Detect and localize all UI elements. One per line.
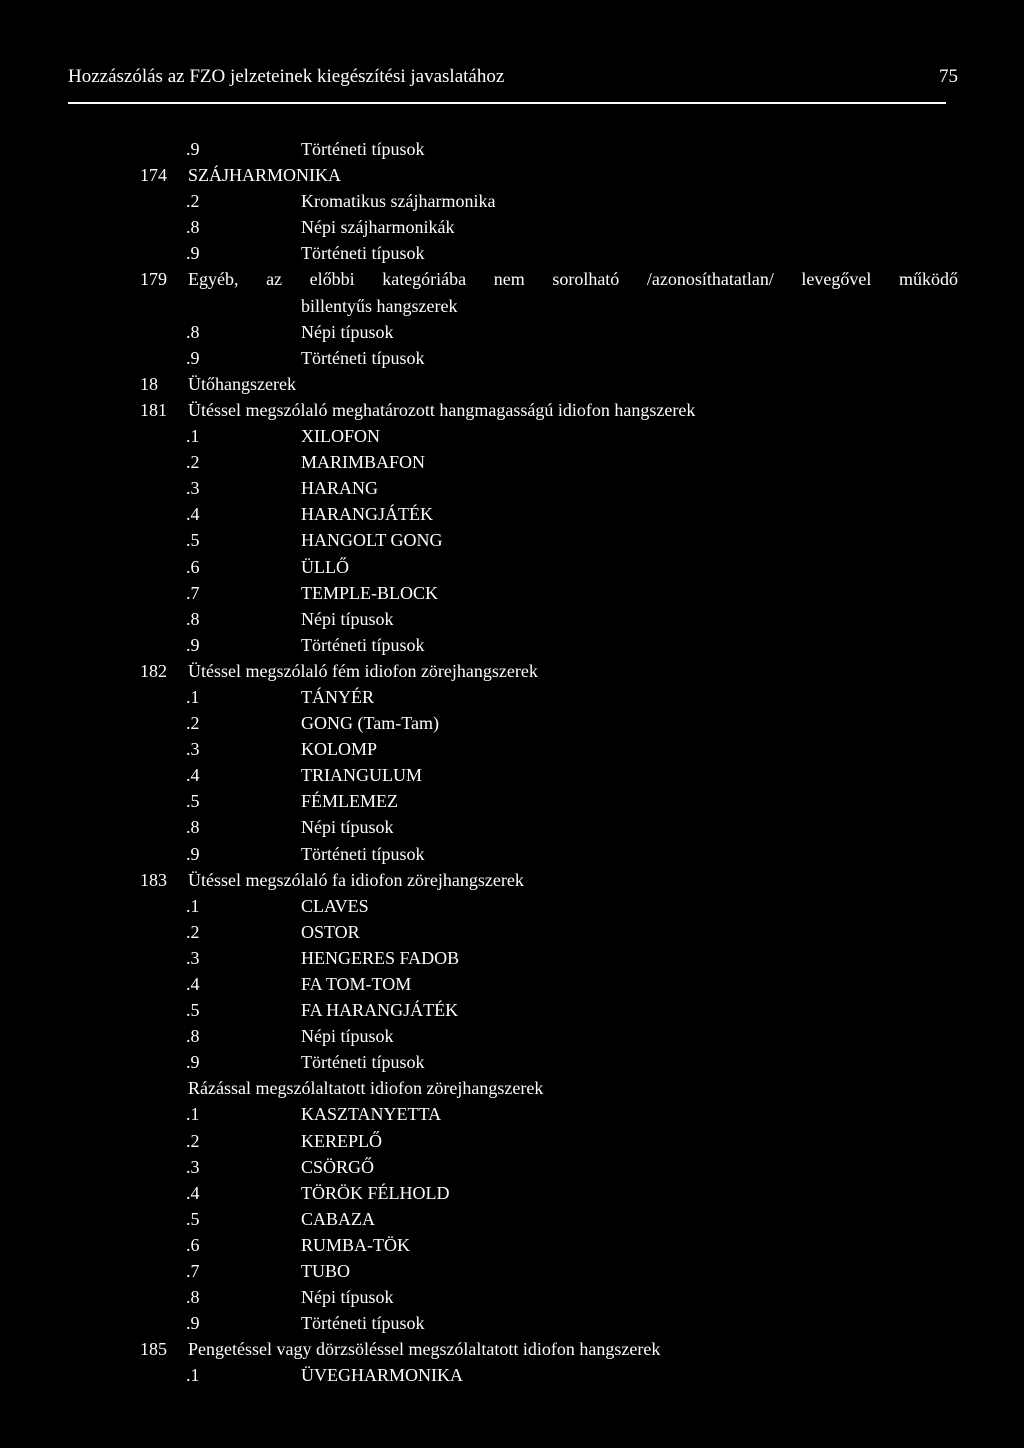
list-item xyxy=(0,188,1024,214)
list-item xyxy=(0,1336,1024,1362)
list-item xyxy=(0,945,1024,971)
subdivision-name: CABAZA xyxy=(301,1208,376,1229)
class-code: 182 xyxy=(140,660,167,681)
list-item xyxy=(0,997,1024,1023)
subdivision-code: .9 xyxy=(186,139,200,159)
subdivision-code: .1 xyxy=(186,1365,200,1386)
class-heading: SZÁJHARMONIKA xyxy=(188,165,342,186)
subdivision-code: .3 xyxy=(186,739,200,760)
class-heading: Ütéssel megszólaló fém idiofon zörejhangszerek xyxy=(188,660,538,681)
subdivision-name: KEREPLŐ xyxy=(301,1130,382,1151)
subdivision-name: HARANGJÁTÉK xyxy=(301,504,433,525)
subdivision-name: Történeti típusok xyxy=(301,843,425,864)
class-code: 174 xyxy=(140,165,167,186)
list-item xyxy=(0,632,1024,658)
subdivision-name: XILOFON xyxy=(301,426,380,447)
subdivision-code: .9 xyxy=(186,1313,200,1334)
class-code: 179 xyxy=(140,269,167,290)
list-item xyxy=(0,554,1024,580)
subdivision-code: .6 xyxy=(186,1234,200,1255)
list-item xyxy=(0,1154,1024,1180)
subdivision-name: CSÖRGŐ xyxy=(301,1156,375,1177)
subdivision-code: .3 xyxy=(186,478,200,499)
list-item xyxy=(0,240,1024,266)
subdivision-name: ÜLLŐ xyxy=(301,556,349,577)
list-item xyxy=(0,371,1024,397)
subdivision-name: Történeti típusok xyxy=(301,1313,425,1334)
subdivision-name: Népi szájharmonikák xyxy=(301,217,455,238)
subdivision-name: Népi típusok xyxy=(301,1026,394,1047)
subdivision-name: TÁNYÉR xyxy=(301,686,374,707)
subdivision-code: .2 xyxy=(186,452,200,473)
list-item xyxy=(0,423,1024,449)
list-item xyxy=(0,710,1024,736)
subdivision-code: .4 xyxy=(186,765,200,786)
class-code: 185 xyxy=(140,1339,167,1360)
class-code: 18 xyxy=(140,373,158,394)
subdivision-name: Történeti típusok xyxy=(301,243,425,264)
list-item xyxy=(0,1101,1024,1127)
subdivision-code: .2 xyxy=(186,1130,200,1151)
list-item xyxy=(0,736,1024,762)
subdivision-code: .7 xyxy=(186,582,200,603)
subdivision-name: Történeti típusok xyxy=(301,634,425,655)
page-header xyxy=(68,66,958,96)
list-item xyxy=(0,1049,1024,1075)
subdivision-name: Történeti típusok xyxy=(301,139,425,159)
list-item xyxy=(0,788,1024,814)
subdivision-code: .9 xyxy=(186,243,200,264)
subdivision-name: TEMPLE-BLOCK xyxy=(301,582,438,603)
list-item xyxy=(0,919,1024,945)
class-heading-continued: billentyűs hangszerek xyxy=(301,295,458,316)
subdivision-code: .1 xyxy=(186,895,200,916)
header-rule xyxy=(68,102,946,104)
classification-list xyxy=(0,136,1024,1389)
list-item xyxy=(0,1362,1024,1388)
list-item xyxy=(0,1075,1024,1101)
subdivision-code: .2 xyxy=(186,713,200,734)
subdivision-name: FA HARANGJÁTÉK xyxy=(301,1000,459,1021)
subdivision-code: .4 xyxy=(186,974,200,994)
list-item xyxy=(0,345,1024,371)
subdivision-name: Népi típusok xyxy=(301,1287,394,1308)
subdivision-name: Népi típusok xyxy=(301,608,394,629)
list-item xyxy=(0,684,1024,710)
subdivision-code: .2 xyxy=(186,921,200,942)
subdivision-code: .9 xyxy=(186,1052,200,1073)
list-item xyxy=(0,449,1024,475)
list-item xyxy=(0,814,1024,840)
class-heading: Ütőhangszerek xyxy=(188,373,296,394)
list-item xyxy=(0,867,1024,893)
subdivision-code: .4 xyxy=(186,1182,200,1203)
subdivision-code: .8 xyxy=(186,608,200,629)
subdivision-code: .8 xyxy=(186,321,200,342)
subdivision-code: .3 xyxy=(186,947,200,968)
subdivision-code: .8 xyxy=(186,1026,200,1047)
list-item xyxy=(0,580,1024,606)
subdivision-code: .2 xyxy=(186,191,200,212)
subdivision-name: Népi típusok xyxy=(301,817,394,838)
list-item xyxy=(0,1232,1024,1258)
class-heading: Ütéssel megszólaló fa idiofon zörejhangszerek xyxy=(188,869,524,890)
class-heading: Rázással megszólaltatott idiofon zörejhangszerek xyxy=(188,1078,544,1099)
subdivision-name: Népi típusok xyxy=(301,321,394,342)
subdivision-name: HENGERES FADOB xyxy=(301,947,460,968)
subdivision-code: .8 xyxy=(186,817,200,838)
subdivision-code: .9 xyxy=(186,347,200,368)
list-item xyxy=(0,1128,1024,1154)
subdivision-name: GONG (Tam-Tam) xyxy=(301,713,439,734)
subdivision-name: TUBO xyxy=(301,1261,350,1282)
list-item xyxy=(0,762,1024,788)
subdivision-name: HANGOLT GONG xyxy=(301,530,443,551)
subdivision-name: KASZTANYETTA xyxy=(301,1104,442,1125)
class-heading: Pengetéssel vagy dörzsöléssel megszólaltatott idiofon hangszerek xyxy=(188,1339,661,1360)
subdivision-name: CLAVES xyxy=(301,895,369,916)
subdivision-name: TRIANGULUM xyxy=(301,765,422,786)
subdivision-code: .1 xyxy=(186,686,200,707)
list-item xyxy=(0,162,1024,188)
subdivision-name: KOLOMP xyxy=(301,739,378,760)
subdivision-name: Kromatikus szájharmonika xyxy=(301,191,496,212)
subdivision-code: .8 xyxy=(186,217,200,238)
list-item xyxy=(0,1023,1024,1049)
subdivision-name: FÉMLEMEZ xyxy=(301,791,398,812)
list-item xyxy=(0,293,1024,319)
subdivision-name: ÜVEGHARMONIKA xyxy=(301,1365,463,1386)
list-item xyxy=(0,841,1024,867)
list-item xyxy=(0,1284,1024,1310)
subdivision-code: .9 xyxy=(186,634,200,655)
subdivision-name: OSTOR xyxy=(301,921,360,942)
subdivision-code: .1 xyxy=(186,1104,200,1125)
list-item xyxy=(0,214,1024,240)
list-item xyxy=(0,893,1024,919)
subdivision-code: .8 xyxy=(186,1287,200,1308)
subdivision-name: TÖRÖK FÉLHOLD xyxy=(301,1182,450,1203)
class-code: 181 xyxy=(140,399,167,420)
subdivision-code: .5 xyxy=(186,1000,200,1021)
list-item xyxy=(0,658,1024,684)
list-item xyxy=(0,527,1024,553)
subdivision-code: .5 xyxy=(186,530,200,551)
list-item xyxy=(0,1258,1024,1284)
subdivision-code: .5 xyxy=(186,1208,200,1229)
subdivision-code: .6 xyxy=(186,556,200,577)
subdivision-name: Történeti típusok xyxy=(301,347,425,368)
subdivision-code: .3 xyxy=(186,1156,200,1177)
list-item xyxy=(0,1206,1024,1232)
class-heading: Ütéssel megszólaló meghatározott hangmagasságú idiofon hangszerek xyxy=(188,399,696,420)
running-title: Hozzászólás az FZO jelzeteinek kiegészítési javaslatához xyxy=(68,66,505,87)
list-item xyxy=(0,475,1024,501)
list-item xyxy=(0,136,1024,162)
list-item xyxy=(0,319,1024,345)
class-heading: Egyéb, az előbbi kategóriába nem sorolható /azonosíthatatlan/ levegővel működő xyxy=(188,269,958,290)
class-code: 183 xyxy=(140,869,167,890)
subdivision-name: FA TOM-TOM xyxy=(301,974,412,994)
subdivision-code: .5 xyxy=(186,791,200,812)
subdivision-code: .4 xyxy=(186,504,200,525)
list-item xyxy=(0,501,1024,527)
subdivision-code: .7 xyxy=(186,1261,200,1282)
page-number: 75 xyxy=(939,66,958,87)
subdivision-name: Történeti típusok xyxy=(301,1052,425,1073)
list-item xyxy=(0,397,1024,423)
subdivision-code: .1 xyxy=(186,426,200,447)
subdivision-name: HARANG xyxy=(301,478,379,499)
list-item xyxy=(0,266,1024,292)
subdivision-name: MARIMBAFON xyxy=(301,452,426,473)
subdivision-code: .9 xyxy=(186,843,200,864)
list-item xyxy=(0,606,1024,632)
list-item xyxy=(0,1310,1024,1336)
subdivision-name: RUMBA-TÖK xyxy=(301,1234,411,1255)
list-item xyxy=(0,971,1024,997)
list-item xyxy=(0,1180,1024,1206)
